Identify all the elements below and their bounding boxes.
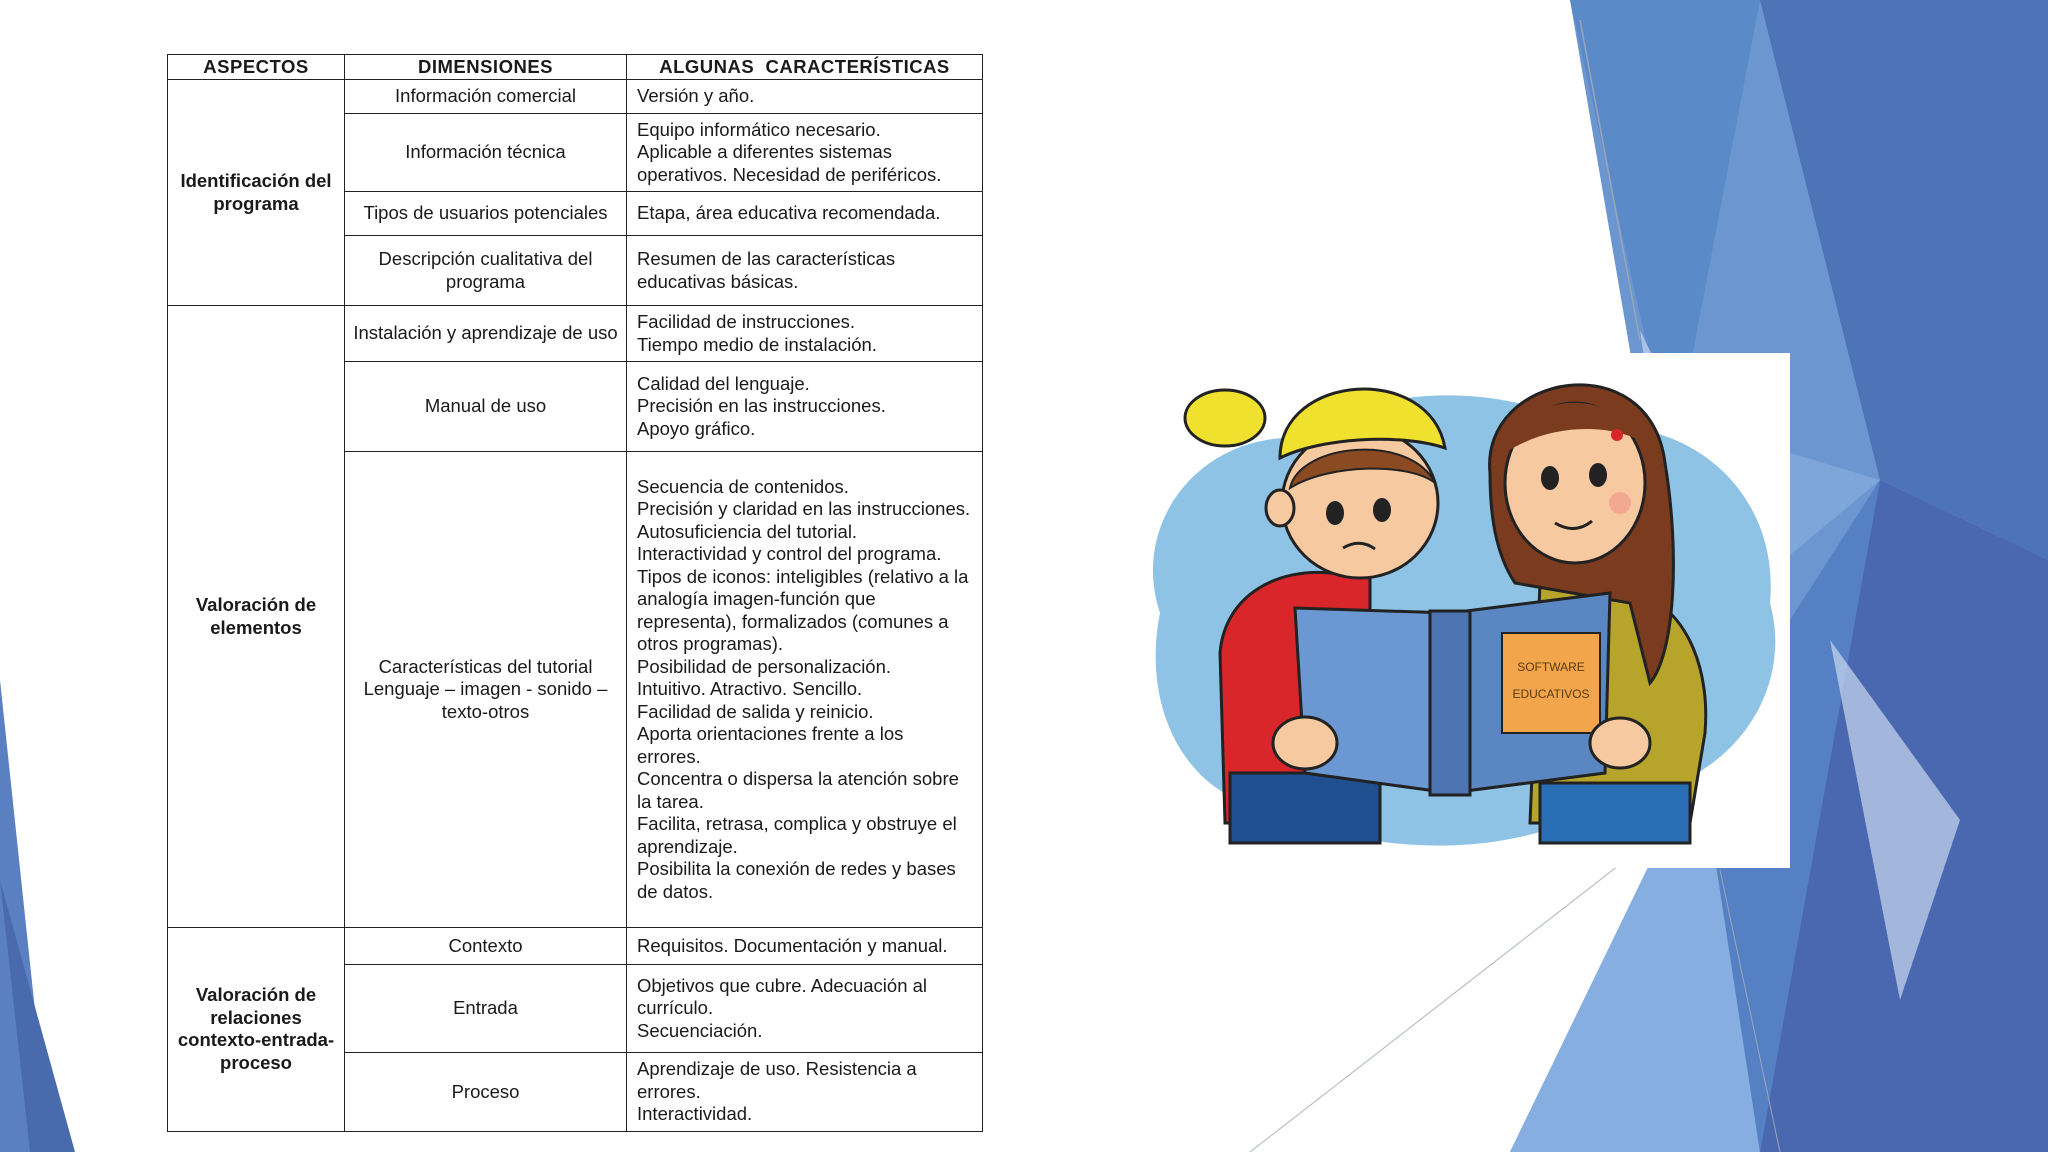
characteristic-line: Secuencia de contenidos. xyxy=(637,475,849,497)
dimension-cell: Entrada xyxy=(345,965,627,1053)
dimension-cell: Información técnica xyxy=(345,113,627,192)
children-reading-book-icon xyxy=(1130,353,1790,868)
characteristic-line: Facilidad de salida y reinicio. xyxy=(637,700,874,722)
dimension-cell: Información comercial xyxy=(345,80,627,114)
characteristic-line: Aplicable a diferentes sistemas operativos. Necesidad de periféricos. xyxy=(637,141,942,185)
book-label-line2: EDUCATIVOS xyxy=(1512,687,1590,701)
header-aspectos: ASPECTOS xyxy=(168,55,345,80)
characteristics-cell xyxy=(627,236,983,306)
aspect-cell: Valoración de relaciones contexto-entrada-proceso xyxy=(168,928,345,1132)
table-row xyxy=(168,80,983,114)
dimension-cell: Instalación y aprendizaje de uso xyxy=(345,306,627,362)
characteristic-line: Aporta orientaciones frente a los errores. xyxy=(637,723,904,767)
characteristic-line: Resumen de las características educativas básicas. xyxy=(637,248,896,292)
characteristic-line: Intuitivo. Atractivo. Sencillo. xyxy=(637,678,863,700)
characteristic-line: Aprendizaje de uso. Resistencia a errores. xyxy=(637,1058,917,1102)
characteristic-line: Posibilita la conexión de redes y bases de datos. xyxy=(637,858,956,902)
software-evaluation-table xyxy=(167,54,983,1132)
characteristic-line: Facilidad de instrucciones. xyxy=(637,311,855,332)
table-row xyxy=(168,928,983,965)
aspect-cell: Valoración de elementos xyxy=(168,306,345,928)
characteristics-cell xyxy=(627,113,983,192)
characteristic-line: Concentra o dispersa la atención sobre la tarea. xyxy=(637,768,959,812)
dimension-cell: Descripción cualitativa del programa xyxy=(345,236,627,306)
characteristics-cell xyxy=(627,362,983,452)
characteristic-line: Secuenciación. xyxy=(637,1019,763,1041)
dimension-cell: Manual de uso xyxy=(345,362,627,452)
header-caracteristicas: ALGUNAS CARACTERÍSTICAS xyxy=(627,55,983,80)
dimension-cell: Contexto xyxy=(345,928,627,965)
characteristic-line: Autosuficiencia del tutorial. xyxy=(637,520,858,542)
characteristic-line: Apoyo gráfico. xyxy=(637,417,756,439)
characteristic-line: Versión y año. xyxy=(637,85,755,106)
characteristic-line: Tiempo medio de instalación. xyxy=(637,333,877,355)
dimension-cell: Proceso xyxy=(345,1053,627,1132)
characteristic-line: Facilita, retrasa, complica y obstruye el aprendizaje. xyxy=(637,813,957,857)
characteristics-cell xyxy=(627,1053,983,1132)
characteristic-line: Interactividad. xyxy=(637,1103,753,1124)
aspect-cell: Identificación del programa xyxy=(168,80,345,306)
table-row xyxy=(168,306,983,362)
characteristics-cell xyxy=(627,80,983,114)
characteristic-line: Interactividad y control del programa. xyxy=(637,543,942,565)
characteristic-line: Objetivos que cubre. Adecuación al currículo. xyxy=(637,974,928,1019)
characteristic-line: Etapa, área educativa recomendada. xyxy=(637,202,941,224)
table-header-row xyxy=(168,55,983,80)
characteristic-line: Precisión en las instrucciones. xyxy=(637,395,886,417)
characteristic-line: Requisitos. Documentación y manual. xyxy=(637,934,948,956)
characteristics-cell xyxy=(627,965,983,1053)
characteristic-line: Precisión y claridad en las instrucciones. xyxy=(637,498,971,520)
characteristic-line: Equipo informático necesario. xyxy=(637,118,881,140)
dimension-cell: Características del tutorial Lenguaje – imagen - sonido – texto-otros xyxy=(345,452,627,928)
header-dimensiones: DIMENSIONES xyxy=(345,55,627,80)
characteristics-cell xyxy=(627,192,983,236)
characteristic-line: Posibilidad de personalización. xyxy=(637,655,892,677)
characteristics-cell xyxy=(627,928,983,965)
characteristics-cell xyxy=(627,306,983,362)
characteristic-line: Calidad del lenguaje. xyxy=(637,372,810,394)
characteristic-line: Tipos de iconos: inteligibles (relativo a la analogía imagen-función que representa), formalizados (comunes a otros programas). xyxy=(637,565,969,655)
children-reading-illustration xyxy=(1130,353,1790,868)
characteristics-cell xyxy=(627,452,983,928)
book-label-line1: SOFTWARE xyxy=(1517,660,1585,674)
dimension-cell: Tipos de usuarios potenciales xyxy=(345,192,627,236)
